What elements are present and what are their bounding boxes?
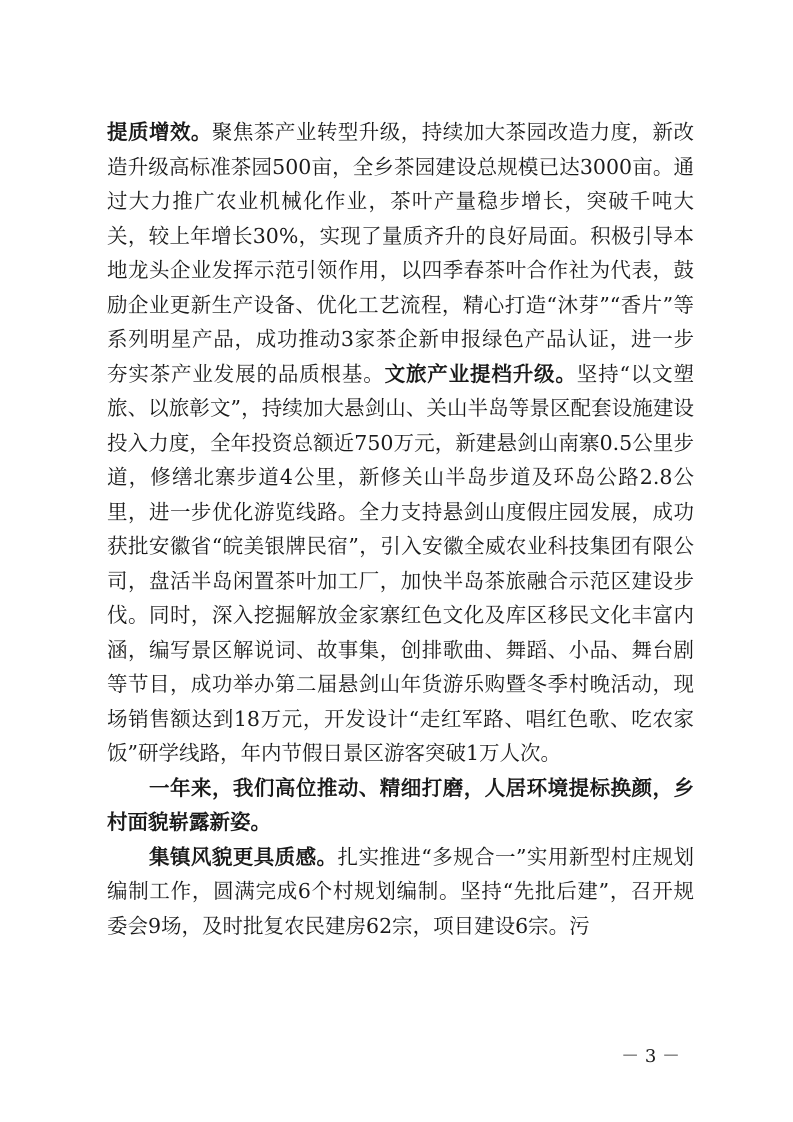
heading-culture-tourism: 文旅产业提档升级。 <box>384 361 577 386</box>
paragraph-tea-industry <box>107 115 694 771</box>
paragraph-text: 聚焦茶产业转型升级，持续加大茶园改造力度，新改造升级高标准茶园500亩，全乡茶园建设总规模已达3000亩。通过大力推广农业机械化作业，茶叶产量稳步增长，突破千吨大关，较上年增长30%，实现了量质齐升的良好局面。积极引导本地龙头企业发挥示范引领作用，以四季春茶叶合作社为代表，鼓励企业更新生产设备、优化工艺流程，精心打造“沐芽”“香片”等系列明星产品，成功推动3家茶企新申报绿色产品认证，进一步夯实茶产业发展的品质根基。 <box>107 120 695 386</box>
page-number: － 3 － <box>621 1046 680 1067</box>
paragraph-town-appearance <box>107 840 694 944</box>
paragraph-text: 扎实推进“多规合一”实用新型村庄规划编制工作，圆满完成6个村规划编制。坚持“先批后建”，召开规委会9场，及时批复农民建房62宗，项目建设6宗。污 <box>107 844 694 938</box>
heading-quality-efficiency: 提质增效。 <box>107 120 212 144</box>
paragraph-summary: 一年来，我们高位推动、精细打磨，人居环境提标换颜，乡村面貌崭露新姿。 <box>107 775 694 834</box>
document-body <box>107 115 694 943</box>
heading-town-appearance: 集镇风貌更具质感。 <box>149 844 338 869</box>
paragraph-text: 坚持“以文塑旅、以旅彰文”，持续加大悬剑山、关山半岛等景区配套设施建设投入力度，全年投资总额近750万元，新建悬剑山南寨0.5公里步道，修缮北寨步道4公里，新修关山半岛步道及环岛公路2.8公里，进一步优化游览线路。全力支持悬剑山度假庄园发展，成功获批安徽省“皖美银牌民宿”，引入安徽全威农业科技集团有限公司，盘活半岛闲置茶叶加工厂，加快半岛茶旅融合示范区建设步伐。同时，深入挖掘解放金家寨红色文化及库区移民文化丰富内涵，编写景区解说词、故事集，创排歌曲、舞蹈、小品、舞台剧等节目，成功举办第二届悬剑山年货游乐购暨冬季村晚活动，现场销售额达到18万元，开发设计“走红军路、唱红色歌、吃农家饭”研学线路，年内节假日景区游客突破1万人次。 <box>107 361 695 765</box>
